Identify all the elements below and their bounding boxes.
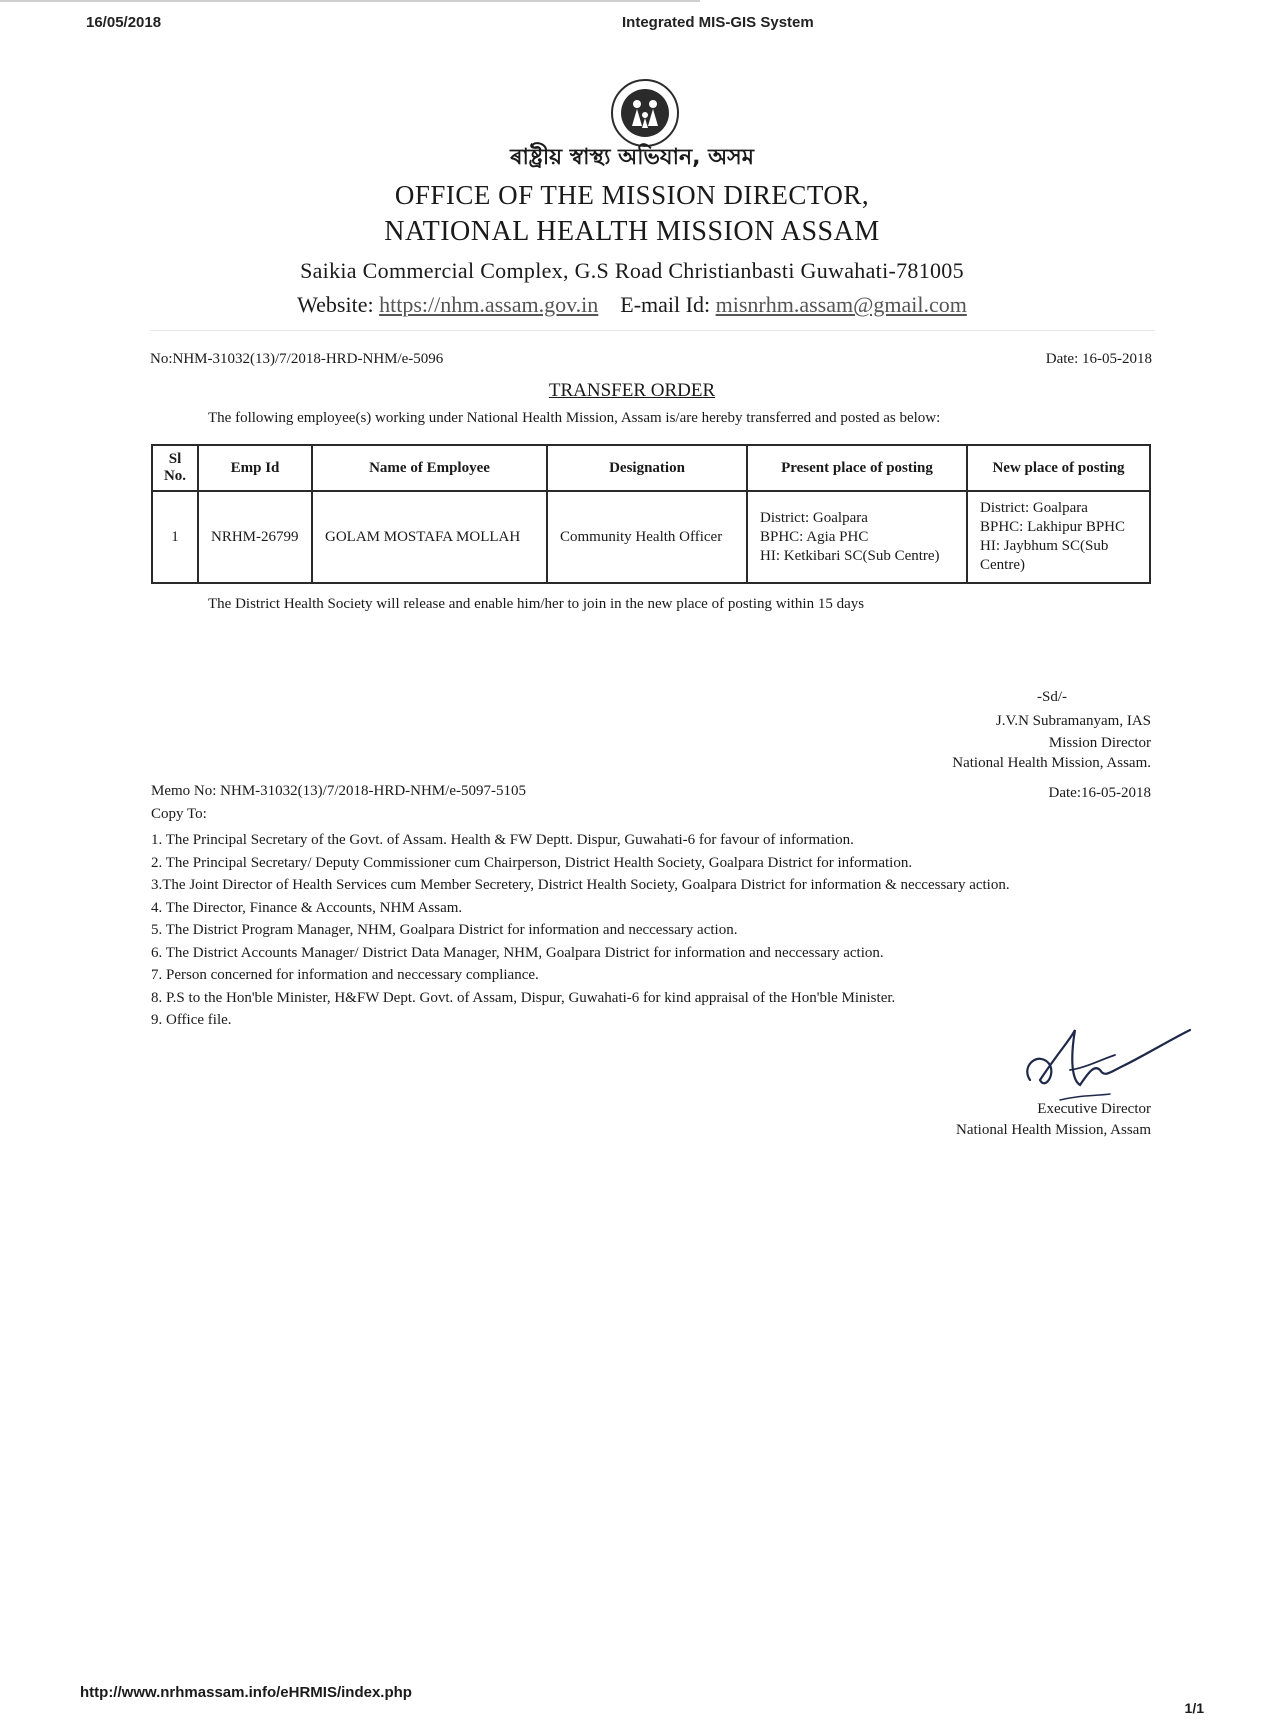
list-item: 9. Office file. (151, 1012, 232, 1028)
office-address: Saikia Commercial Complex, G.S Road Christianbasti Guwahati-781005 (300, 258, 964, 283)
col-new-posting: New place of posting (967, 445, 1150, 491)
col-sl-no: Sl No. (152, 445, 198, 491)
list-item: 7. Person concerned for information and neccessary compliance. (151, 967, 539, 983)
col-emp-id: Emp Id (198, 445, 312, 491)
print-date: 16/05/2018 (86, 14, 162, 31)
office-title-line2: NATIONAL HEALTH MISSION ASSAM (384, 216, 880, 247)
email-label: E-mail Id: (620, 292, 711, 317)
cell-sl: 1 (152, 491, 198, 583)
present-bphc: BPHC: Agia PHC (760, 528, 869, 545)
memo-number: Memo No: NHM-31032(13)/7/2018-HRD-NHM/e-5097-5105 (151, 783, 526, 799)
executive-org: National Health Mission, Assam (956, 1122, 1151, 1138)
website-link[interactable]: https://nhm.assam.gov.in (379, 292, 599, 317)
contact-line (0, 292, 1264, 318)
signatory-name: J.V.N Subramanyam, IAS (995, 713, 1151, 729)
print-system-title: Integrated MIS-GIS System (622, 14, 814, 31)
col-present-posting: Present place of posting (747, 445, 967, 491)
footer-url: http://www.nrhmassam.info/eHRMIS/index.php (80, 1684, 412, 1701)
nhm-emblem-logo (610, 78, 680, 148)
list-item: 1. The Principal Secretary of the Govt. of Assam. Health & FW Deptt. Dispur, Guwahati-6 for favour of information. (151, 832, 854, 848)
order-intro: The following employee(s) working under National Health Mission, Assam is/are hereby transferred and posted as below: (208, 410, 941, 426)
col-employee-name: Name of Employee (312, 445, 547, 491)
bengali-org-name: ৰাষ্ট্ৰীয় স্বাস্থ্য অভিযান, অসম (510, 145, 754, 170)
new-district: District: Goalpara (980, 500, 1088, 516)
list-item: 3.The Joint Director of Health Services cum Member Secretery, District Health Society, Goalpara District for information & neccessary action. (151, 877, 1010, 893)
list-item: 2. The Principal Secretary/ Deputy Commissioner cum Chairperson, District Health Society, Goalpara District for information. (151, 854, 913, 871)
order-reference-number: No:NHM-31032(13)/7/2018-HRD-NHM/e-5096 (150, 351, 444, 367)
cell-present-posting (747, 491, 967, 583)
memo-date: Date:16-05-2018 (1048, 785, 1151, 801)
letterhead-divider (150, 330, 1155, 331)
signatory-org: National Health Mission, Assam. (952, 755, 1151, 771)
order-date: Date: 16-05-2018 (1045, 351, 1152, 367)
new-hi: HI: Jaybhum SC(Sub Centre) (980, 538, 1109, 573)
handwritten-signature (1000, 1010, 1200, 1110)
copy-to-label: Copy To: (151, 806, 207, 822)
cell-name: GOLAM MOSTAFA MOLLAH (312, 491, 547, 583)
signatory-designation: Mission Director (1048, 735, 1151, 751)
copy-to-list (151, 832, 1111, 1035)
present-district: District: Goalpara (760, 509, 868, 526)
list-item: 4. The Director, Finance & Accounts, NHM Assam. (151, 899, 463, 916)
new-bphc: BPHC: Lakhipur BPHC (980, 519, 1126, 535)
list-item: 6. The District Accounts Manager/ District Data Manager, NHM, Goalpara District for information and neccessary action. (151, 944, 884, 961)
table-header-row (152, 445, 1150, 491)
list-item: 8. P.S to the Hon'ble Minister, H&FW Dept. Govt. of Assam, Dispur, Guwahati-6 for kind appraisal of the Hon'ble Minister. (151, 989, 896, 1006)
executive-title: Executive Director (1037, 1101, 1151, 1117)
website-label: Website: (297, 292, 374, 317)
sd-mark: -Sd/- (1037, 689, 1067, 705)
table-row (152, 491, 1150, 583)
top-rule (0, 0, 700, 2)
present-hi: HI: Ketkibari SC(Sub Centre) (760, 547, 940, 564)
email-link[interactable]: misnrhm.assam@gmail.com (715, 292, 967, 317)
transfer-table (151, 444, 1151, 584)
order-title: TRANSFER ORDER (548, 380, 716, 401)
cell-new-posting (967, 491, 1150, 583)
release-note: The District Health Society will release and enable him/her to join in the new place of posting within 15 days (208, 596, 865, 612)
col-designation: Designation (547, 445, 747, 491)
office-title-line1: OFFICE OF THE MISSION DIRECTOR, (394, 180, 870, 210)
list-item: 5. The District Program Manager, NHM, Goalpara District for information and neccessary action. (151, 922, 738, 938)
cell-emp-id: NRHM-26799 (198, 491, 312, 583)
page-number: 1/1 (1184, 1700, 1204, 1716)
cell-designation: Community Health Officer (547, 491, 747, 583)
